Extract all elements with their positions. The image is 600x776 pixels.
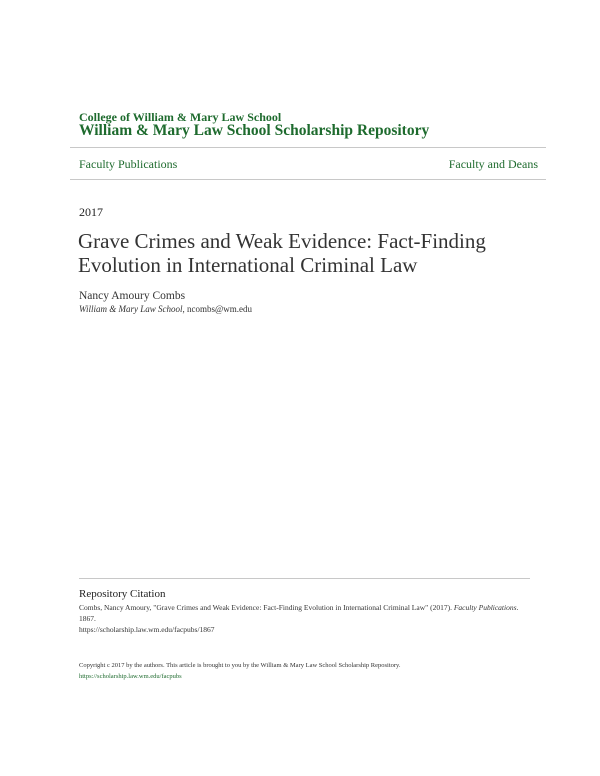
divider-top bbox=[70, 147, 546, 148]
author-name: Nancy Amoury Combs bbox=[79, 290, 186, 302]
citation-journal: Faculty Publications bbox=[453, 603, 517, 612]
author-email: , ncombs@wm.edu bbox=[182, 304, 253, 314]
faculty-publications-link[interactable]: Faculty Publications bbox=[79, 157, 178, 171]
author-affiliation bbox=[79, 304, 252, 314]
copyright-text: Copyright c 2017 by the authors. This article is brought to you by the William & Mary Law School Scholarship Repository. bbox=[79, 662, 401, 669]
repository-url-link[interactable]: https://scholarship.law.wm.edu/facpubs bbox=[79, 673, 182, 680]
citation-number: . 1867. bbox=[79, 603, 519, 623]
citation-url[interactable]: https://scholarship.law.wm.edu/facpubs/1867 bbox=[79, 625, 215, 634]
citation-text bbox=[79, 602, 529, 635]
repository-citation-heading: Repository Citation bbox=[79, 588, 166, 600]
faculty-and-deans-link[interactable]: Faculty and Deans bbox=[448, 157, 538, 171]
copyright-notice bbox=[79, 660, 539, 682]
affiliation-name: William & Mary Law School bbox=[79, 304, 183, 314]
publication-year: 2017 bbox=[79, 205, 103, 219]
article-title: Grave Crimes and Weak Evidence: Fact-Finding Evolution in International Criminal Law bbox=[78, 229, 486, 277]
divider-mid bbox=[70, 179, 546, 180]
divider-citation bbox=[79, 578, 530, 579]
repository-name[interactable]: William & Mary Law School Scholarship Repository bbox=[79, 122, 430, 139]
institution-name[interactable]: College of William & Mary Law School bbox=[79, 110, 282, 124]
citation-main: Combs, Nancy Amoury, "Grave Crimes and Weak Evidence: Fact-Finding Evolution in International Criminal Law" (2017). bbox=[79, 603, 454, 612]
